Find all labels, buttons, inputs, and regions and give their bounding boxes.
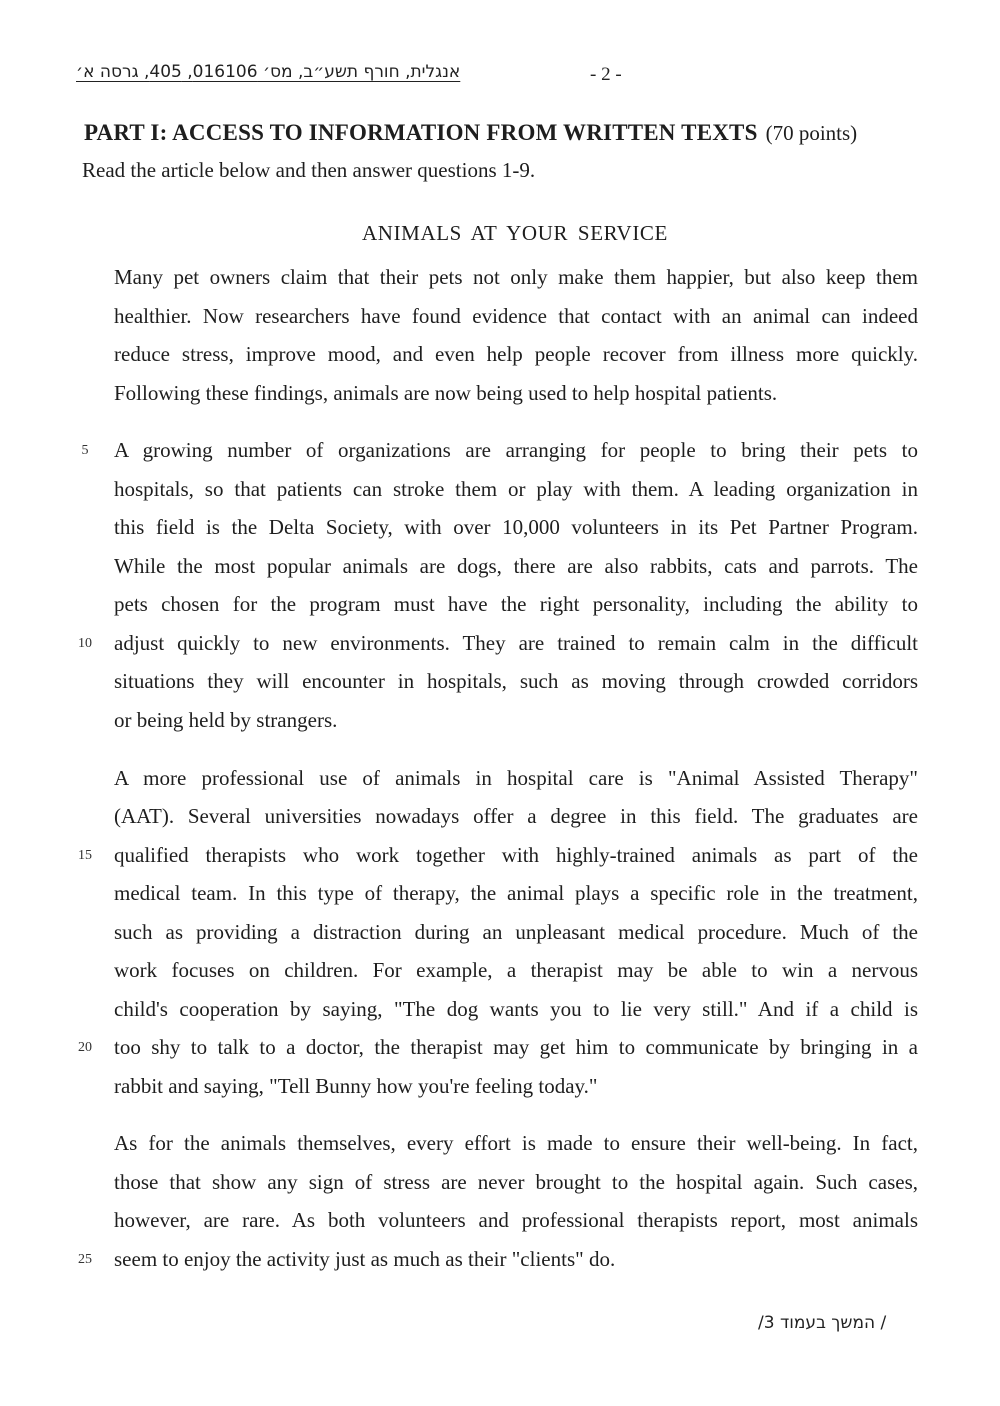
article-line: too shy to talk to a doctor, the therapist may get him to communicate by bringing in a (114, 1035, 918, 1059)
article-line: medical team. In this type of therapy, the animal plays a specific role in the treatment, (114, 881, 918, 905)
article-line: situations they will encounter in hospitals, such as moving through crowded corridors (114, 669, 918, 693)
line-number: 25 (78, 1252, 92, 1267)
continued-on-page-note: / המשך בעמוד 3/ (758, 1313, 887, 1333)
article-line: those that show any sign of stress are never brought to the hospital again. Such cases, (114, 1170, 918, 1194)
article-line: seem to enjoy the activity just as much as their "clients" do. (114, 1247, 616, 1271)
article-line: While the most popular animals are dogs, there are also rabbits, cats and parrots. The (114, 554, 918, 578)
article-line: qualified therapists who work together with highly-trained animals as part of the (114, 843, 918, 867)
article-line: reduce stress, improve mood, and even help people recover from illness more quickly. (114, 342, 918, 366)
article-line: (AAT). Several universities nowadays offer a degree in this field. The graduates are (114, 804, 918, 828)
article-line: hospitals, so that patients can stroke them or play with them. A leading organization in (114, 477, 918, 501)
article-line: pets chosen for the program must have the right personality, including the ability to (114, 592, 918, 616)
part-heading (84, 120, 924, 146)
line-number: 5 (81, 443, 89, 458)
article-line: child's cooperation by saying, "The dog wants you to lie very still." And if a child is (114, 997, 918, 1021)
article-line: work focuses on children. For example, a therapist may be able to win a nervous (114, 958, 918, 982)
instructions: Read the article below and then answer questions 1-9. (82, 158, 536, 182)
article-line: healthier. Now researchers have found evidence that contact with an animal can indeed (114, 304, 918, 328)
article-line: A more professional use of animals in hospital care is "Animal Assisted Therapy" (114, 766, 918, 790)
article-title: ANIMALS AT YOUR SERVICE (362, 221, 668, 245)
page-number: - 2 - (590, 64, 622, 85)
article-line: this field is the Delta Society, with over 10,000 volunteers in its Pet Partner Program. (114, 515, 918, 539)
exam-header-hebrew: אנגלית, חורף תשע״ב, מס׳ 016106, 405, גרסה א׳ (76, 62, 461, 82)
article-line: Following these findings, animals are now being used to help hospital patients. (114, 381, 778, 405)
line-number: 20 (78, 1040, 92, 1055)
article-line: adjust quickly to new environments. They are trained to remain calm in the difficult (114, 631, 918, 655)
part-title: PART I: ACCESS TO INFORMATION FROM WRITTEN TEXTS (84, 120, 758, 145)
line-number: 10 (78, 636, 92, 651)
article-line: however, are rare. As both volunteers and professional therapists report, most animals (114, 1208, 918, 1232)
article-line: Many pet owners claim that their pets not only make them happier, but also keep them (114, 265, 918, 289)
line-number: 15 (78, 848, 92, 863)
article-line: rabbit and saying, "Tell Bunny how you're feeling today." (114, 1074, 598, 1098)
article-line: As for the animals themselves, every effort is made to ensure their well-being. In fact, (114, 1131, 918, 1155)
part-points: (70 points) (765, 121, 858, 145)
article-line: such as providing a distraction during an unpleasant medical procedure. Much of the (114, 920, 918, 944)
article-line: A growing number of organizations are arranging for people to bring their pets to (114, 438, 918, 462)
article-line: or being held by strangers. (114, 708, 338, 732)
